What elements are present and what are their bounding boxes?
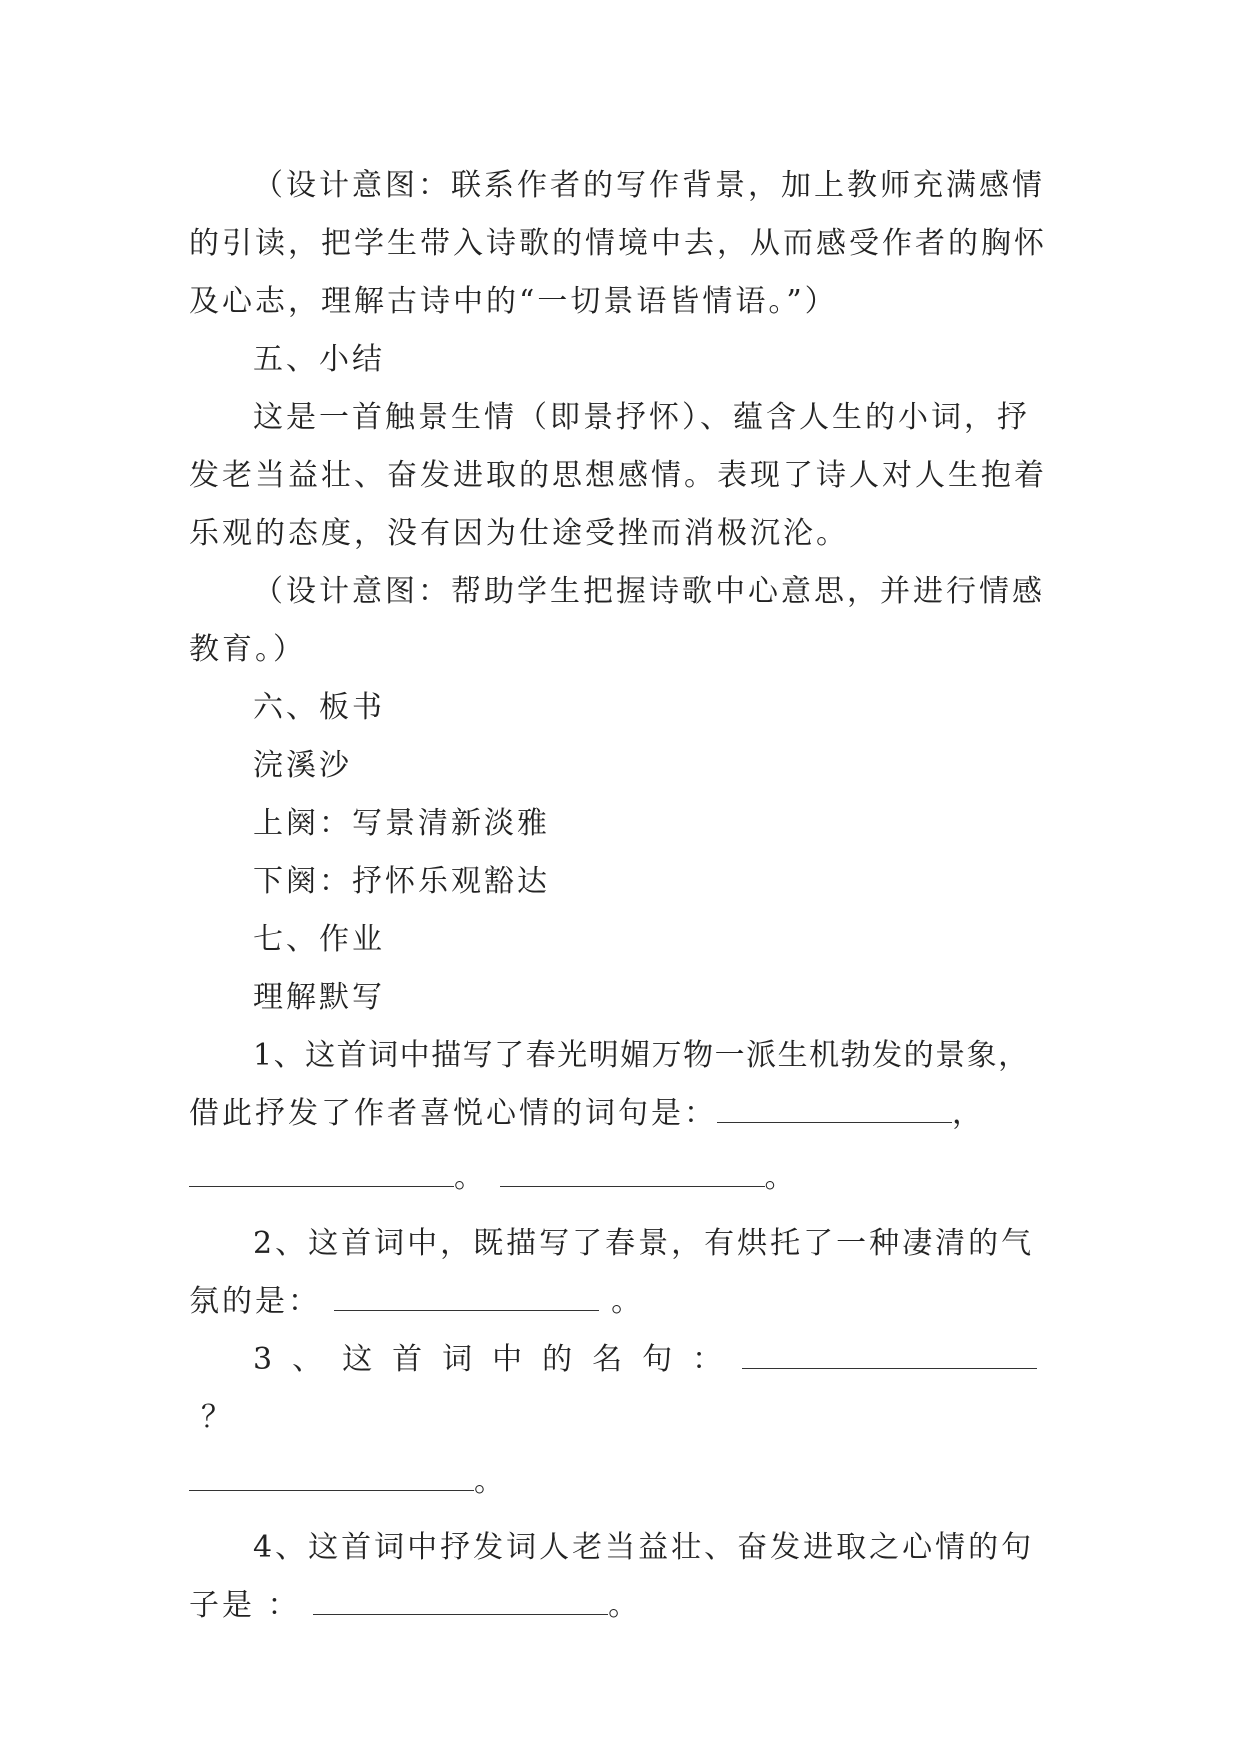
summary-paragraph: 这是一首触景生情（即景抒怀）、蕴含人生的小词，抒发老当益壮、奋发进取的思想感情。表现了诗人对人生抱着乐观的态度，没有因为仕途受挫而消极沉沦。: [189, 400, 1047, 551]
board-title: 浣溪沙: [253, 748, 352, 783]
answer-blank-1b[interactable]: [189, 1154, 454, 1187]
question-3-line-2: [189, 1453, 1049, 1511]
question-2-prompt: 氛的是：: [189, 1284, 321, 1319]
question-4-line-1: 4、这首词中抒发词人老当益壮、奋发进取之心情的句: [253, 1530, 1035, 1565]
question-2-line-1: 2、这首词中，既描写了春景，有烘托了一种凄清的气: [253, 1226, 1035, 1261]
question-1-period-b: 。: [764, 1160, 798, 1195]
board-upper-stanza: 上阕：写景清新淡雅: [253, 806, 550, 841]
question-3: [189, 1331, 1049, 1511]
answer-blank-3a[interactable]: [742, 1336, 1037, 1369]
question-4-prompt: 子是 ：: [189, 1588, 301, 1623]
question-3-line-1: [189, 1331, 1049, 1447]
question-1-prompt: 借此抒发了作者喜悦心情的词句是：: [189, 1096, 717, 1131]
question-3-period: 。: [474, 1464, 507, 1499]
document-content: [189, 157, 1049, 1635]
summary-design-intent: （设计意图：帮助学生把握诗歌中心意思，并进行情感教育。）: [189, 574, 1045, 667]
homework-subheading: 理解默写: [253, 980, 385, 1015]
question-2: [189, 1215, 1049, 1331]
answer-blank-3b[interactable]: [189, 1458, 474, 1491]
question-3-question-mark: ？: [201, 1400, 234, 1435]
question-4: [189, 1519, 1049, 1635]
answer-blank-4[interactable]: [313, 1582, 608, 1615]
question-1-line-2: [189, 1085, 1049, 1143]
answer-blank-1c[interactable]: [500, 1154, 765, 1187]
question-1-line-1: 1、这首词中描写了春光明媚万物一派生机勃发的景象，: [253, 1038, 1030, 1073]
question-3-prompt: 3、这首词中的名句：: [253, 1342, 743, 1377]
design-intent-paragraph: （设计意图：联系作者的写作背景，加上教师充满感情的引读，把学生带入诗歌的情境中去，从而感受作者的胸怀及心志，理解古诗中的“一切景语皆情语。”）: [189, 168, 1047, 319]
board-lower-stanza: 下阕：抒怀乐观豁达: [253, 864, 550, 899]
question-1-period-a: 。: [454, 1160, 487, 1195]
question-2-line-2: [189, 1273, 1049, 1331]
section-heading-homework: 七、作业: [253, 922, 385, 957]
question-4-line-2: [189, 1577, 1049, 1635]
question-4-period: 。: [608, 1588, 642, 1623]
section-heading-summary: 五、小结: [253, 342, 385, 377]
answer-blank-1a[interactable]: [717, 1090, 952, 1123]
question-1-line-3: [189, 1149, 1049, 1207]
question-2-period: 。: [611, 1284, 645, 1319]
question-1-comma: ，: [952, 1096, 985, 1131]
section-heading-board: 六、板书: [253, 690, 385, 725]
question-1: [189, 1027, 1049, 1207]
answer-blank-2[interactable]: [334, 1278, 599, 1311]
